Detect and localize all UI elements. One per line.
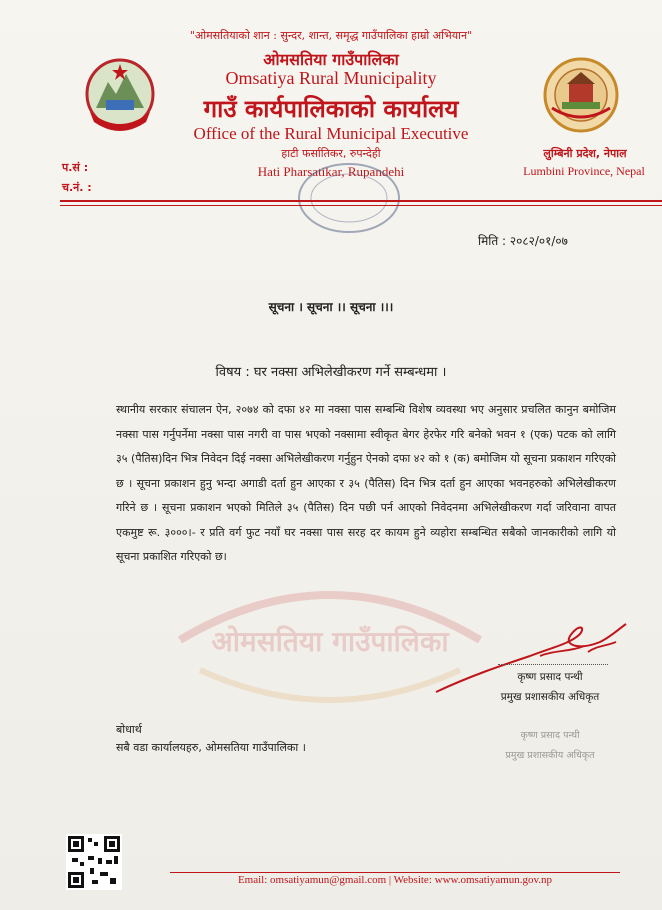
- organization-name-english: Omsatiya Rural Municipality: [225, 68, 437, 88]
- qr-code: [66, 834, 122, 890]
- header-divider-thin: [60, 205, 662, 206]
- organization-name-nepali: ओमसतिया गाउँपालिका: [263, 50, 399, 69]
- signatory-title: प्रमुख प्रशासकीय अधिकृत: [500, 691, 600, 703]
- address-nepali: हाटी फर्सातिकर, रुपन्देही: [281, 147, 381, 160]
- watermark-text: ओमसतिया गाउँपालिका: [211, 625, 449, 658]
- notice-title: सूचना । सूचना ।। सूचना ।।।: [268, 300, 394, 314]
- province-english: Lumbini Province, Nepal: [523, 164, 645, 178]
- cc-recipients: सबै वडा कार्यालयहरु, ओमसतिया गाउँपालिका ।: [116, 741, 306, 754]
- signatory-name: कृष्ण प्रसाद पन्थी: [517, 671, 583, 683]
- slogan: "ओमसतियाको शान : सुन्दर, शान्त, समृद्ध गाउँपालिका हाम्रो अभियान": [189, 29, 473, 42]
- stamp-title: प्रमुख प्रशासकीय अधिकृत: [505, 750, 595, 761]
- address-english: Hati Pharsatikar, Rupandehi: [257, 164, 405, 179]
- office-stamp: [294, 160, 404, 236]
- letter-date: मिति : २०८२/०१/०७: [478, 234, 568, 248]
- signature-line: [498, 664, 608, 665]
- dispatch-number-label: च.नं. :: [62, 181, 92, 194]
- reference-number-label: प.सं :: [62, 161, 89, 174]
- signature: [430, 616, 640, 696]
- notice-body: स्थानीय सरकार संचालन ऐन, २०७४ को दफा ४२ मा नक्सा पास सम्बन्धि विशेष व्यवस्था भए अनुसार प्रचलित कानुन बमोजिम नक्सा पास गर्नुपर्नेमा नक्सा पास नगरी वा पास भएको नक्सामा स्वीकृत बेगर हेरफेर गरि बनेको भवन १ (एक) पटक को लागि ३५ (पैतिस)दिन भित्र निवेदन दिई नक्सा अभिलेखीकरण गर्नुहुन ऐनको दफा ४२ को १ (क) बमोजिम यो सूचना प्रकाशन गरिएको छ । सूचना प्रकाशन हुनु भन्दा अगाडी दर्ता हुन आएका र ३५ (पैतिस) दिन भित्र दर्ता हुन आएका भवनहरुको अभिलेखीकरण गरिने छ । सूचना प्रकाशन भएको मितिले ३५ (पैतिस) दिन पछी पर्न आएको निवेदनमा अभिलेखीकरण गर्दा जरिवाना वापत एकमुष्ट रू. ३०००।- र प्रति वर्ग फुट नयाँ घर नक्सा पास सरह दर कायम हुने व्यहोरा सम्बन्धित सबैको जानकारीको लागि यो सूचना प्रकाशित गरिएको छ।: [116, 403, 616, 563]
- cc-label: बोधार्थ: [116, 723, 142, 736]
- header-divider: [60, 200, 662, 202]
- subject-line: विषय : घर नक्सा अभिलेखीकरण गर्ने सम्बन्धमा ।: [215, 365, 447, 380]
- office-name-english: Office of the Rural Municipal Executive: [193, 124, 469, 143]
- footer-contact: Email: omsatiyamun@gmail.com | Website: www.omsatiyamun.gov.np: [237, 874, 553, 886]
- stamp-name: कृष्ण प्रसाद पन्थी: [520, 730, 580, 741]
- office-name-nepali: गाउँ कार्यपालिकाको कार्यालय: [203, 95, 459, 123]
- footer-divider: [170, 872, 620, 873]
- province-nepali: लुम्बिनी प्रदेश, नेपाल: [543, 147, 627, 160]
